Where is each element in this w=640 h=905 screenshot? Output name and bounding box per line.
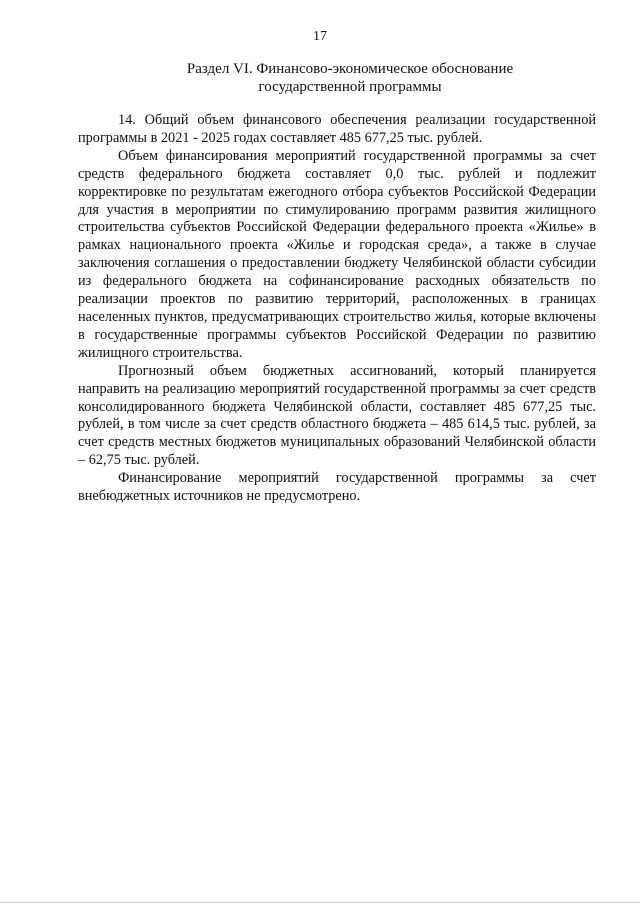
paragraph-forecast-budget: Прогнозный объем бюджетных ассигнований, который планируется направить на реализацию мероприятий государственной программы за счет средств консолидированного бюджета Челябинской области, составляет 485 677,25 тыс. рублей, в том числе за счет средств областного бюджета – 485 614,5 тыс. рублей, за счет средств местных бюджетов муниципальных образований Челябинской области – 62,75 тыс. рублей. [78, 362, 596, 469]
paragraph-total-financing: 14. Общий объем финансового обеспечения реализации государственной программы в 2021 - 2025 годах составляет 485 677,25 тыс. рублей. [78, 112, 596, 146]
page-number: 17 [313, 29, 327, 44]
scan-bottom-edge [0, 902, 640, 903]
document-body [78, 112, 596, 506]
paragraph-federal-budget: Объем финансирования мероприятий государственной программы за счет средств федерального бюджета составляет 0,0 тыс. рублей и подлежит корректировке по результатам ежегодного отбора субъектов Российской Федерации для участия в мероприятии по стимулированию программ развития жилищного строительства субъектов Российской Федерации федерального проекта «Жилье» в рамках национального проекта «Жилье и городская среда», а также в случае заключения соглашения о предоставлении бюджету Челябинской области субсидии из федерального бюджета на софинансирование расходных обязательств по реализации проектов по развитию территорий, расположенных в границах населенных пунктов, предусматривающих строительство жилья, которые включены в государственные программы субъектов Российской Федерации по развитию жилищного строительства. [78, 147, 596, 361]
section-title-line-2: государственной программы [258, 79, 442, 95]
section-title-line-1: Раздел VI. Финансово-экономическое обоснование [186, 61, 514, 77]
section-title [120, 60, 580, 96]
paragraph-extrabudgetary: Финансирование мероприятий государственной программы за счет внебюджетных источников не предусмотрено. [78, 470, 596, 505]
